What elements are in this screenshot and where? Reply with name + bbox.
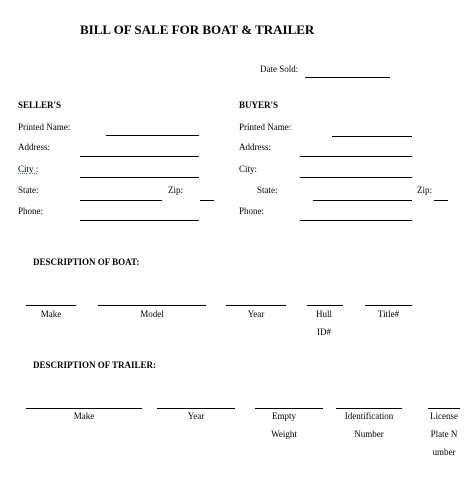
seller-printed-name-field[interactable] [106,135,199,136]
boat-title-caption: Title# [377,309,400,319]
buyer-heading: BUYER'S [239,100,279,110]
seller-state-field[interactable] [80,200,162,201]
boat-model-field[interactable] [98,305,206,306]
document-title: BILL OF SALE FOR BOAT & TRAILER [80,22,315,37]
buyer-state-label: State: [257,185,278,195]
boat-hull-id-caption: Hull ID# [315,309,332,337]
boat-section-heading: DESCRIPTION OF BOAT: [33,257,140,267]
boat-year-field[interactable] [226,305,286,306]
seller-heading: SELLER'S [18,100,62,110]
seller-city-field[interactable] [80,177,199,178]
date-sold-field[interactable] [305,77,390,78]
seller-phone-label: Phone: [18,206,44,216]
buyer-city-field[interactable] [300,177,412,178]
boat-make-caption: Make [40,309,62,319]
seller-address-label: Address: [18,142,50,152]
buyer-state-field[interactable] [313,200,412,201]
trailer-year-field[interactable] [157,408,235,409]
buyer-phone-field[interactable] [300,220,412,221]
buyer-printed-name-label: Printed Name: [239,122,292,132]
boat-year-caption: Year [247,309,265,319]
trailer-empty-weight-caption: Empty Weight [271,411,297,439]
trailer-make-caption: Make [73,411,95,421]
buyer-zip-label: Zip: [417,185,432,195]
trailer-identification-caption: Identification Number [344,411,394,439]
date-sold-label: Date Sold: [260,64,299,74]
trailer-year-caption: Year [187,411,205,421]
seller-printed-name-label: Printed Name: [18,122,71,132]
boat-model-caption: Model [140,309,164,319]
trailer-license-plate-caption: License Plate Number [430,411,458,457]
seller-city-label: City : [18,164,39,174]
seller-phone-field[interactable] [80,220,199,221]
buyer-phone-label: Phone: [239,206,265,216]
seller-zip-field[interactable] [200,200,214,201]
seller-zip-label: Zip: [168,185,183,195]
boat-make-field[interactable] [26,305,76,306]
boat-title-field[interactable] [365,305,412,306]
buyer-address-field[interactable] [300,156,412,157]
buyer-printed-name-field[interactable] [332,136,412,137]
trailer-section-heading: DESCRIPTION OF TRAILER: [33,360,157,370]
buyer-zip-field[interactable] [434,200,448,201]
seller-state-label: State: [18,185,39,195]
trailer-make-field[interactable] [26,408,142,409]
seller-address-field[interactable] [80,156,199,157]
buyer-address-label: Address: [239,142,271,152]
buyer-city-label: City: [239,164,258,174]
